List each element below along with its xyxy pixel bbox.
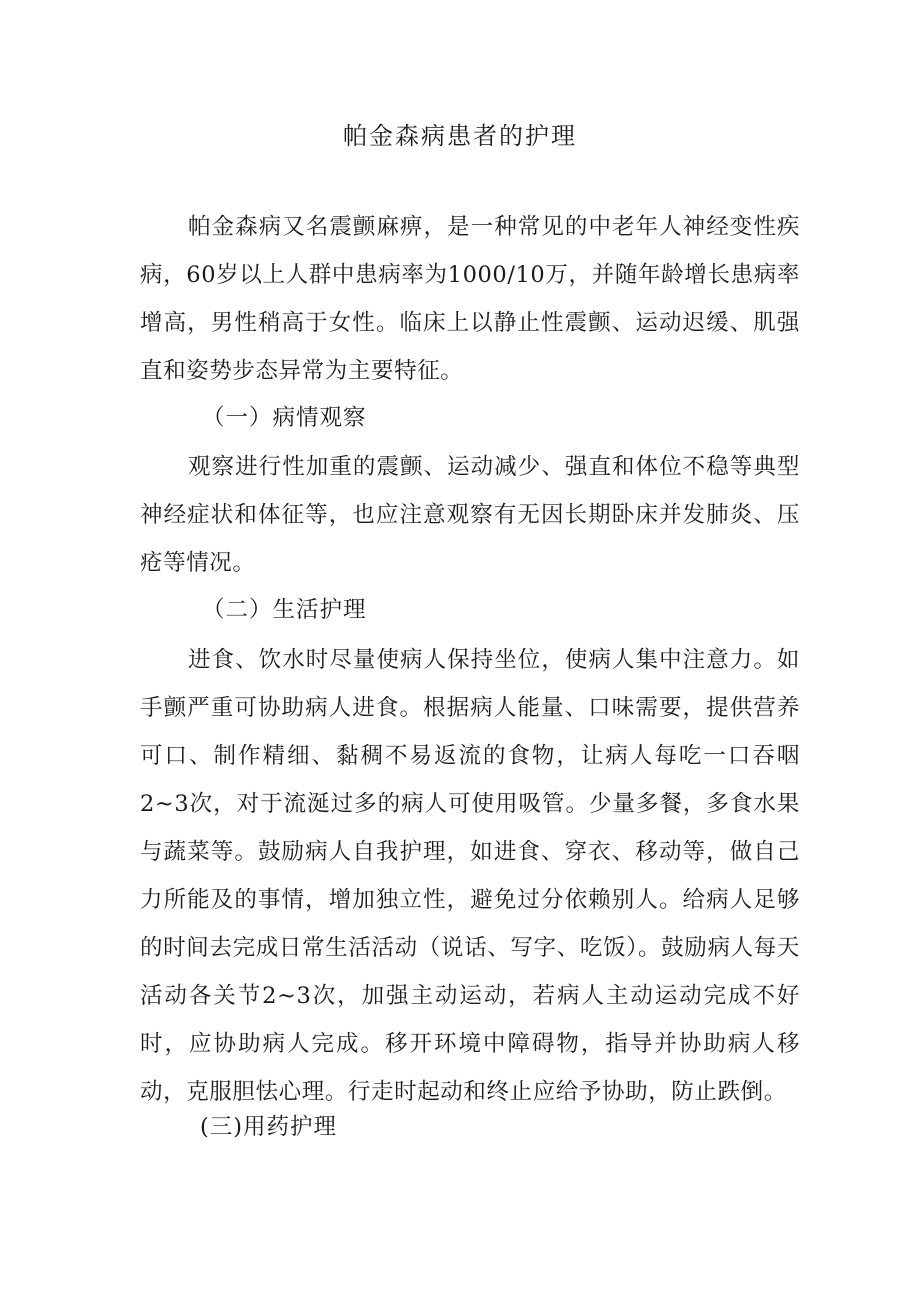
observation-paragraph: 观察进行性加重的震颤、运动减少、强直和体位不稳等典型神经症状和体征等，也应注意观察有无因长期卧床并发肺炎、压疮等情况。: [140, 454, 800, 576]
daily-care-paragraph: 进食、饮水时尽量使病人保持坐位，使病人集中注意力。如手颤严重可协助病人进食。根据病人能量、口味需要，提供营养可口、制作精细、黏稠不易返流的食物，让病人每吃一口吞咽2~3次，对于流涎过多的病人可使用吸管。少量多餐，多食水果与蔬菜等。鼓励病人自我护理，如进食、穿衣、移动等，做自己力所能及的事情，增加独立性，避免过分依赖别人。给病人足够的时间去完成日常生活活动（说话、写字、吃饭）。鼓励病人每天活动各关节2~3次，加强主动运动，若病人主动运动完成不好时，应协助病人完成。移开环境中障碍物，指导并协助病人移动，克服胆怯心理。行走时起动和终止应给予协助，防止跌倒。: [140, 647, 800, 1105]
document-title: 帕金森病患者的护理: [343, 122, 577, 150]
section-heading-observation: （一）病情观察: [202, 405, 367, 431]
intro-paragraph: 帕金森病又名震颤麻痹，是一种常见的中老年人神经变性疾病，60岁以上人群中患病率为1000/10万，并随年龄增长患病率增高，男性稍高于女性。临床上以静止性震颤、运动迟缓、肌强直和姿势步态异常为主要特征。: [140, 214, 800, 384]
section-heading-medication: (三)用药护理: [200, 1114, 338, 1140]
section-heading-daily-care: （二）生活护理: [202, 597, 367, 623]
